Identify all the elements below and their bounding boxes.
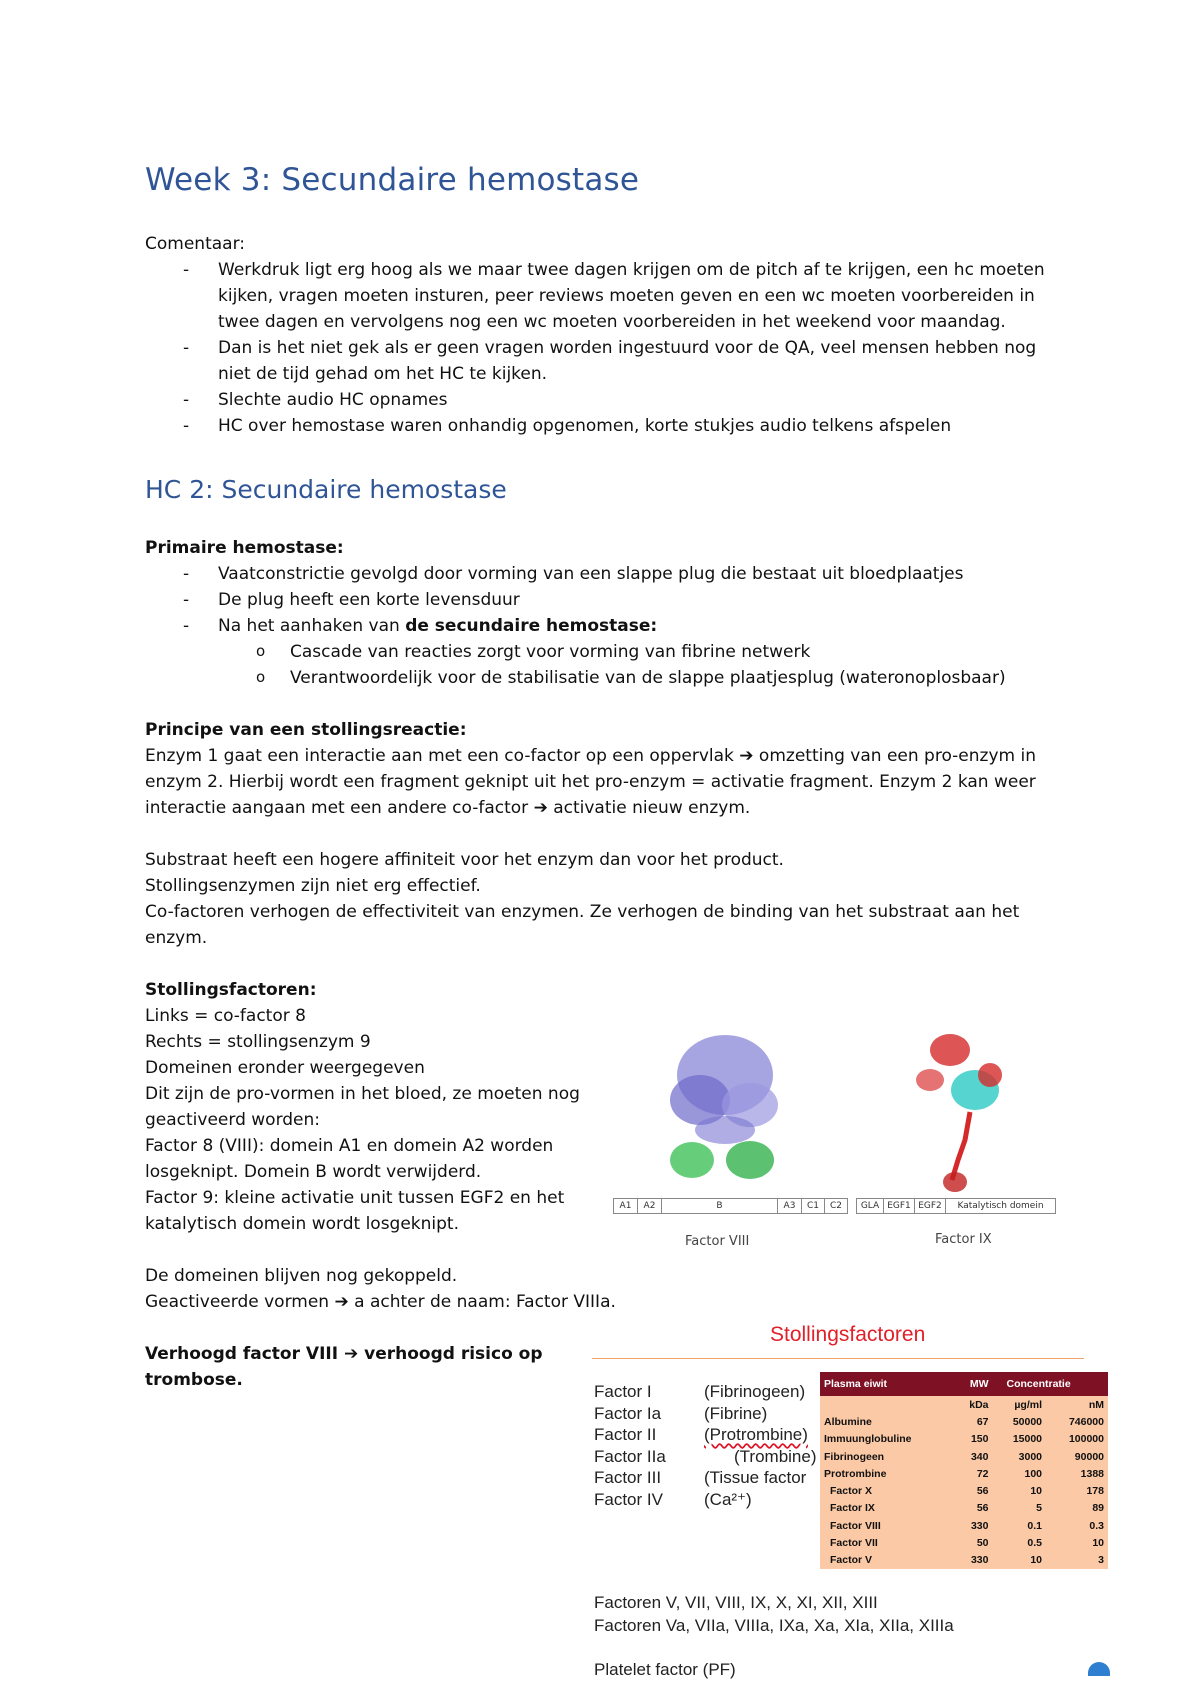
right-arrow-icon: ➔	[739, 746, 754, 766]
caption-factor-ix: Factor IX	[935, 1232, 992, 1247]
primary-block	[145, 535, 1065, 691]
primary-item	[145, 613, 1065, 639]
factor-line: Platelet factor (PF)	[594, 1660, 736, 1679]
sub-item: o Verantwoordelijk voor de stabilisatie van de slappe plaatjesplug (wateronoplosbaar)	[145, 665, 1065, 691]
domain-box: C1	[802, 1199, 825, 1213]
table-cell: 330	[954, 1552, 992, 1569]
right-arrow-icon: ➔	[343, 1344, 359, 1364]
table-cell: 0.5	[993, 1534, 1047, 1551]
factor-name: Factor III	[594, 1468, 662, 1487]
section-heading: HC 2: Secundaire hemostase	[145, 475, 507, 504]
table-cell: 5	[993, 1500, 1047, 1517]
table-cell: 0.1	[993, 1517, 1047, 1534]
factor-name-list	[594, 1381, 666, 1510]
table-cell: Immuunglobuline	[820, 1431, 954, 1448]
table-cell: Albumine	[820, 1413, 954, 1430]
table-cell: Factor X	[820, 1482, 954, 1499]
factor-name: Factor IV	[594, 1489, 663, 1509]
table-cell: 1388	[1046, 1465, 1108, 1482]
comment-list	[145, 257, 1065, 439]
table-cell: 10	[993, 1552, 1047, 1569]
protein-structure-image	[600, 1020, 1080, 1220]
table-cell: kDa	[954, 1396, 992, 1413]
domain-box: EGF2	[915, 1199, 946, 1213]
factors-block	[145, 977, 600, 1237]
factors-after-line: De domeinen blijven nog gekoppeld.	[145, 1266, 458, 1286]
table-cell: 3	[1046, 1552, 1108, 1569]
table-cell: 10	[993, 1482, 1047, 1499]
table-cell: Fibrinogeen	[820, 1448, 954, 1465]
factor-name: Factor Ia	[594, 1403, 662, 1423]
factor-desc: (Fibrine)	[704, 1403, 768, 1423]
table-cell: 178	[1046, 1482, 1108, 1499]
table-row	[820, 1552, 1108, 1569]
domain-box: A3	[778, 1199, 802, 1213]
table-row	[820, 1482, 1108, 1499]
table-cell: 72	[954, 1465, 992, 1482]
principle-text: activatie nieuw enzym.	[547, 798, 751, 818]
factors-line: Rechts = stollingsenzym 9	[145, 1032, 371, 1052]
table-cell: 330	[954, 1517, 992, 1534]
domain-box: GLA	[857, 1199, 884, 1213]
table-cell: 90000	[1046, 1448, 1108, 1465]
principle-line: Stollingsenzymen zijn niet erg effectief.	[145, 876, 481, 896]
table-row	[820, 1465, 1108, 1482]
table-cell: Factor IX	[820, 1500, 954, 1517]
sub-item: o Cascade van reacties zorgt voor vorming van fibrine netwerk	[145, 639, 1065, 665]
comment-block	[145, 231, 1065, 439]
table-cell: 746000	[1046, 1413, 1108, 1430]
factor-line: Factoren V, VII, VIII, IX, X, XI, XII, XIII	[594, 1593, 878, 1612]
factors-after-block	[145, 1263, 845, 1315]
protein-structure-figure	[600, 1020, 1080, 1260]
right-arrow-icon: ➔	[334, 1292, 349, 1312]
table-cell: 0.3	[1046, 1517, 1108, 1534]
primary-item: - De plug heeft een korte levensduur	[145, 587, 1065, 613]
right-arrow-icon: ➔	[533, 798, 548, 818]
table-cell: µg/ml	[993, 1396, 1047, 1413]
table-header-cell: Plasma eiwit	[820, 1372, 954, 1396]
factor-desc: (Protrombine)	[704, 1425, 808, 1444]
factor-desc: (Tissue factor	[704, 1468, 807, 1487]
factors-line: Factor 8 (VIII): domein A1 en domein A2 worden losgeknipt. Domein B wordt verwijderd.	[145, 1136, 554, 1182]
table-row	[820, 1413, 1108, 1430]
factor-list-lines	[594, 1591, 954, 1681]
principle-text: omzetting van een pro-enzym in enzym 2. Hierbij wordt een fragment geknipt uit het pro-enzym = activatie fragment. Enzym 2 kan weer interactie aangaan met een andere co-factor	[145, 746, 1036, 818]
comment-item: - Slechte audio HC opnames	[145, 387, 1065, 413]
table-row	[820, 1448, 1108, 1465]
factor-name: Factor II	[594, 1425, 657, 1444]
conclusion-text: Verhoogd factor VIII	[145, 1344, 344, 1364]
table-cell: 56	[954, 1500, 992, 1517]
domain-box: A2	[638, 1199, 662, 1213]
table-cell: Factor VII	[820, 1534, 954, 1551]
principle-line: Substraat heeft een hogere affiniteit voor het enzym dan voor het product.	[145, 850, 784, 870]
page-title: Week 3: Secundaire hemostase	[145, 162, 640, 198]
primary-item-bold: de secundaire hemostase:	[405, 616, 658, 636]
table-row	[820, 1500, 1108, 1517]
factors-after-text: Geactiveerde vormen	[145, 1292, 335, 1312]
factor-desc-list	[704, 1381, 817, 1510]
plasma-protein-table	[820, 1372, 1108, 1569]
table-cell: Factor VIII	[820, 1517, 954, 1534]
comment-item: - HC over hemostase waren onhandig opgenomen, korte stukjes audio telkens afspelen	[145, 413, 1065, 439]
table-cell	[820, 1396, 954, 1413]
domain-box: C2	[829, 1201, 842, 1211]
table-header-row	[820, 1372, 1108, 1396]
factor-desc: (Trombine)	[734, 1446, 817, 1466]
table-row	[820, 1534, 1108, 1551]
factors-line: Dit zijn de pro-vormen in het bloed, ze moeten nog geactiveerd worden:	[145, 1084, 580, 1130]
domain-box: EGF1	[884, 1199, 915, 1213]
table-body	[820, 1413, 1108, 1569]
corner-logo-icon	[1088, 1662, 1110, 1676]
factors-line: Factor 9: kleine activatie unit tussen EGF2 en het katalytisch domein wordt losgeknipt.	[145, 1188, 565, 1234]
principle-line: Co-factoren verhogen de effectiviteit van enzymen. Ze verhogen de binding van het substraat aan het enzym.	[145, 902, 1020, 948]
table-header-cell: MW	[954, 1372, 992, 1396]
table-cell: 50	[954, 1534, 992, 1551]
primary-item-text: Na het aanhaken van	[218, 616, 406, 636]
table-header-cell: Concentratie	[993, 1372, 1109, 1396]
factor-desc: (Ca²⁺)	[704, 1489, 752, 1509]
table-cell: 15000	[993, 1431, 1047, 1448]
primary-heading: Primaire hemostase:	[145, 538, 344, 558]
table-cell: 67	[954, 1413, 992, 1430]
table-cell: Factor V	[820, 1552, 954, 1569]
conclusion	[145, 1341, 545, 1393]
factors-line: Domeinen eronder weergegeven	[145, 1058, 425, 1078]
domain-box: Katalytisch domein	[957, 1201, 1044, 1211]
domain-box: A1	[614, 1199, 638, 1213]
factor-viii-domains	[613, 1198, 848, 1214]
table-cell: 100000	[1046, 1431, 1108, 1448]
conclusion-text: verhoogd risico op trombose.	[145, 1344, 543, 1390]
table-row	[820, 1431, 1108, 1448]
table-cell: 89	[1046, 1500, 1108, 1517]
slide-divider	[592, 1358, 1084, 1359]
table-cell: 150	[954, 1431, 992, 1448]
table-cell: 50000	[993, 1413, 1047, 1430]
factor-ix-structure-icon	[916, 1034, 1002, 1192]
table-cell: 3000	[993, 1448, 1047, 1465]
factors-heading: Stollingsfactoren:	[145, 980, 317, 1000]
primary-item: - Vaatconstrictie gevolgd door vorming van een slappe plug die bestaat uit bloedplaatjes	[145, 561, 1065, 587]
factor-viii-structure-icon	[670, 1035, 778, 1179]
table-row	[820, 1517, 1108, 1534]
slide-title: Stollingsfactoren	[770, 1323, 926, 1346]
factor-desc: (Fibrinogeen)	[704, 1382, 806, 1401]
factors-after-line	[145, 1289, 845, 1315]
table-cell: 100	[993, 1465, 1047, 1482]
table-cell: 56	[954, 1482, 992, 1499]
caption-factor-viii: Factor VIII	[685, 1234, 750, 1249]
domain-box: B	[662, 1199, 778, 1213]
table-cell: 10	[1046, 1534, 1108, 1551]
table-cell: nM	[1046, 1396, 1108, 1413]
table-cell: Protrombine	[820, 1465, 954, 1482]
table-cell: 340	[954, 1448, 992, 1465]
secondary-sublist	[145, 639, 1065, 691]
primary-list	[145, 561, 1065, 639]
principle-paragraph	[145, 743, 1065, 821]
principle-text: Enzym 1 gaat een interactie aan met een co-factor op een oppervlak	[145, 746, 740, 766]
factor-name: Factor IIa	[594, 1446, 666, 1466]
table-unit-row	[820, 1396, 1108, 1413]
factors-after-text: a achter de naam: Factor VIIIa.	[348, 1292, 616, 1312]
principle-heading: Principe van een stollingsreactie:	[145, 720, 467, 740]
factors-line: Links = co-factor 8	[145, 1006, 306, 1026]
comment-item: - Werkdruk ligt erg hoog als we maar twee dagen krijgen om de pitch af te krijgen, een hc moeten kijken, vragen moeten insturen, peer reviews moeten geven en een wc moeten voorbereiden in twee dagen en vervolgens nog een wc moeten voorbereiden in het weekend voor maandag.	[145, 257, 1065, 335]
factor-line: Factoren Va, VIIa, VIIIa, IXa, Xa, XIa, XIIa, XIIIa	[594, 1616, 954, 1635]
factor-ix-domains	[856, 1198, 1056, 1214]
comment-item: - Dan is het niet gek als er geen vragen worden ingestuurd voor de QA, veel mensen hebben nog niet de tijd gehad om het HC te kijken.	[145, 335, 1065, 387]
factor-name: Factor I	[594, 1382, 652, 1401]
principle-block	[145, 717, 1065, 951]
comment-label: Comentaar:	[145, 234, 245, 254]
